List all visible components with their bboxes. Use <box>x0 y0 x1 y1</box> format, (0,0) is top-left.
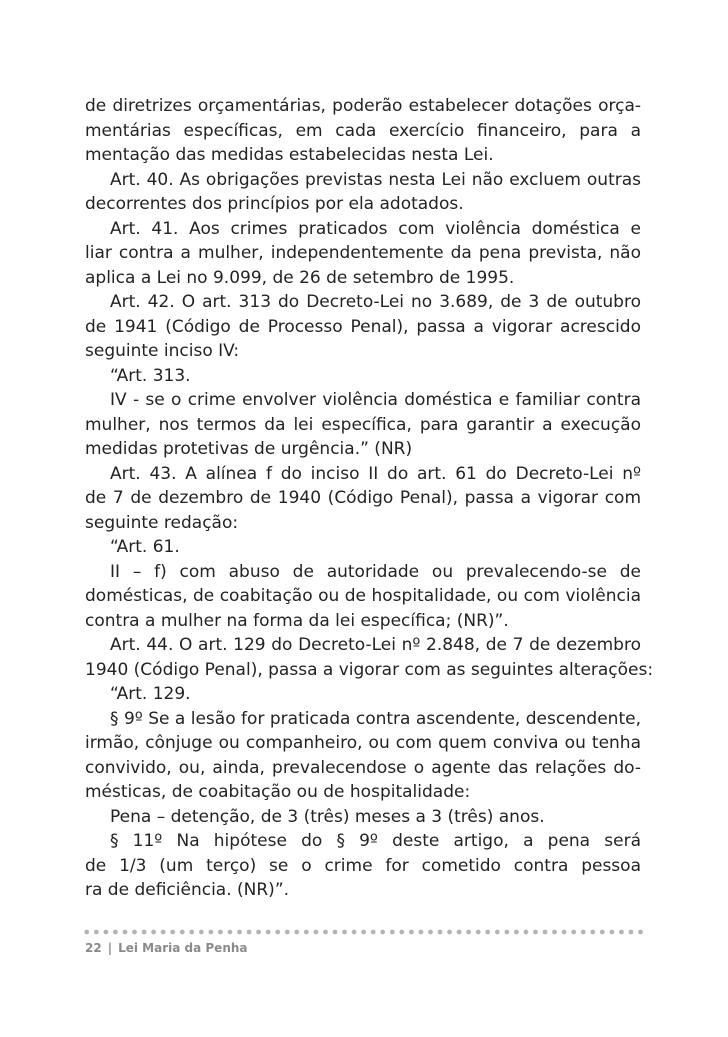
text-line: de 7 de dezembro de 1940 (Código Penal), passa a vigorar com <box>85 488 641 508</box>
text-line: “Art. 313. <box>110 365 191 386</box>
body-text <box>85 94 654 903</box>
text-line: IV - se o crime envolver violência doméstica e familiar contra <box>110 390 641 410</box>
text-line: “Art. 61. <box>110 537 180 557</box>
text-line: de 1941 (Código de Processo Penal), passa a vigorar acrescido <box>85 316 641 337</box>
text-line: liar contra a mulher, independentemente da pena prevista, não <box>85 243 641 263</box>
text-line: convivido, ou, ainda, prevalecendose o agente das relações do- <box>85 757 641 778</box>
footer-separator: | <box>107 941 113 955</box>
text-line: de diretrizes orçamentárias, poderão estabelecer dotações orça- <box>85 96 641 116</box>
text-line: contra a mulher na forma da lei específica; (NR)”. <box>85 610 509 631</box>
dotted-divider <box>82 928 644 936</box>
text-line: Pena – detenção, de 3 (três) meses a 3 (três) anos. <box>110 806 545 827</box>
text-line: aplica a Lei no 9.099, de 26 de setembro de 1995. <box>85 267 515 288</box>
text-line: decorrentes dos princípios por ela adotados. <box>85 194 464 214</box>
text-line: “Art. 129. <box>110 684 191 704</box>
text-line: irmão, cônjuge ou companheiro, ou com quem conviva ou tenha <box>85 733 641 753</box>
page-footer <box>85 941 248 955</box>
text-line: mésticas, de coabitação ou de hospitalidade: <box>85 782 471 802</box>
text-line: Art. 40. As obrigações previstas nesta Lei não excluem outras <box>110 169 641 190</box>
text-line: Art. 42. O art. 313 do Decreto-Lei no 3.689, de 3 de outubro <box>110 292 641 312</box>
text-line: § 11º Na hipótese do § 9º deste artigo, a pena será <box>110 831 641 851</box>
text-line: ra de deficiência. (NR)”. <box>85 880 290 900</box>
text-line: domésticas, de coabitação ou de hospitalidade, ou com violência <box>85 586 641 606</box>
text-line: medidas protetivas de urgência.” (NR) <box>85 439 413 459</box>
book-title: Lei Maria da Penha <box>118 941 248 955</box>
text-line: Art. 43. A alínea f do inciso II do art. 61 do Decreto-Lei nº <box>110 463 641 484</box>
text-line: de 1/3 (um terço) se o crime for cometido contra pessoa <box>85 855 641 876</box>
text-line: Art. 41. Aos crimes praticados com violência doméstica e <box>110 218 641 239</box>
page-number: 22 <box>85 941 102 955</box>
text-line: II – f) com abuso de autoridade ou prevalecendo-se de <box>110 561 641 582</box>
text-line: Art. 44. O art. 129 do Decreto-Lei nº 2.848, de 7 de dezembro <box>110 635 641 655</box>
text-line: 1940 (Código Penal), passa a vigorar com as seguintes alterações: <box>85 659 654 680</box>
text-line: seguinte inciso IV: <box>85 341 240 361</box>
text-line: mentação das medidas estabelecidas nesta Lei. <box>85 145 494 165</box>
text-line: § 9º Se a lesão for praticada contra ascendente, descendente, <box>110 708 641 729</box>
text-line: seguinte redação: <box>85 512 239 533</box>
text-line: mentárias específicas, em cada exercício financeiro, para a <box>85 120 641 141</box>
text-line: mulher, nos termos da lei específica, para garantir a execução <box>85 414 641 435</box>
